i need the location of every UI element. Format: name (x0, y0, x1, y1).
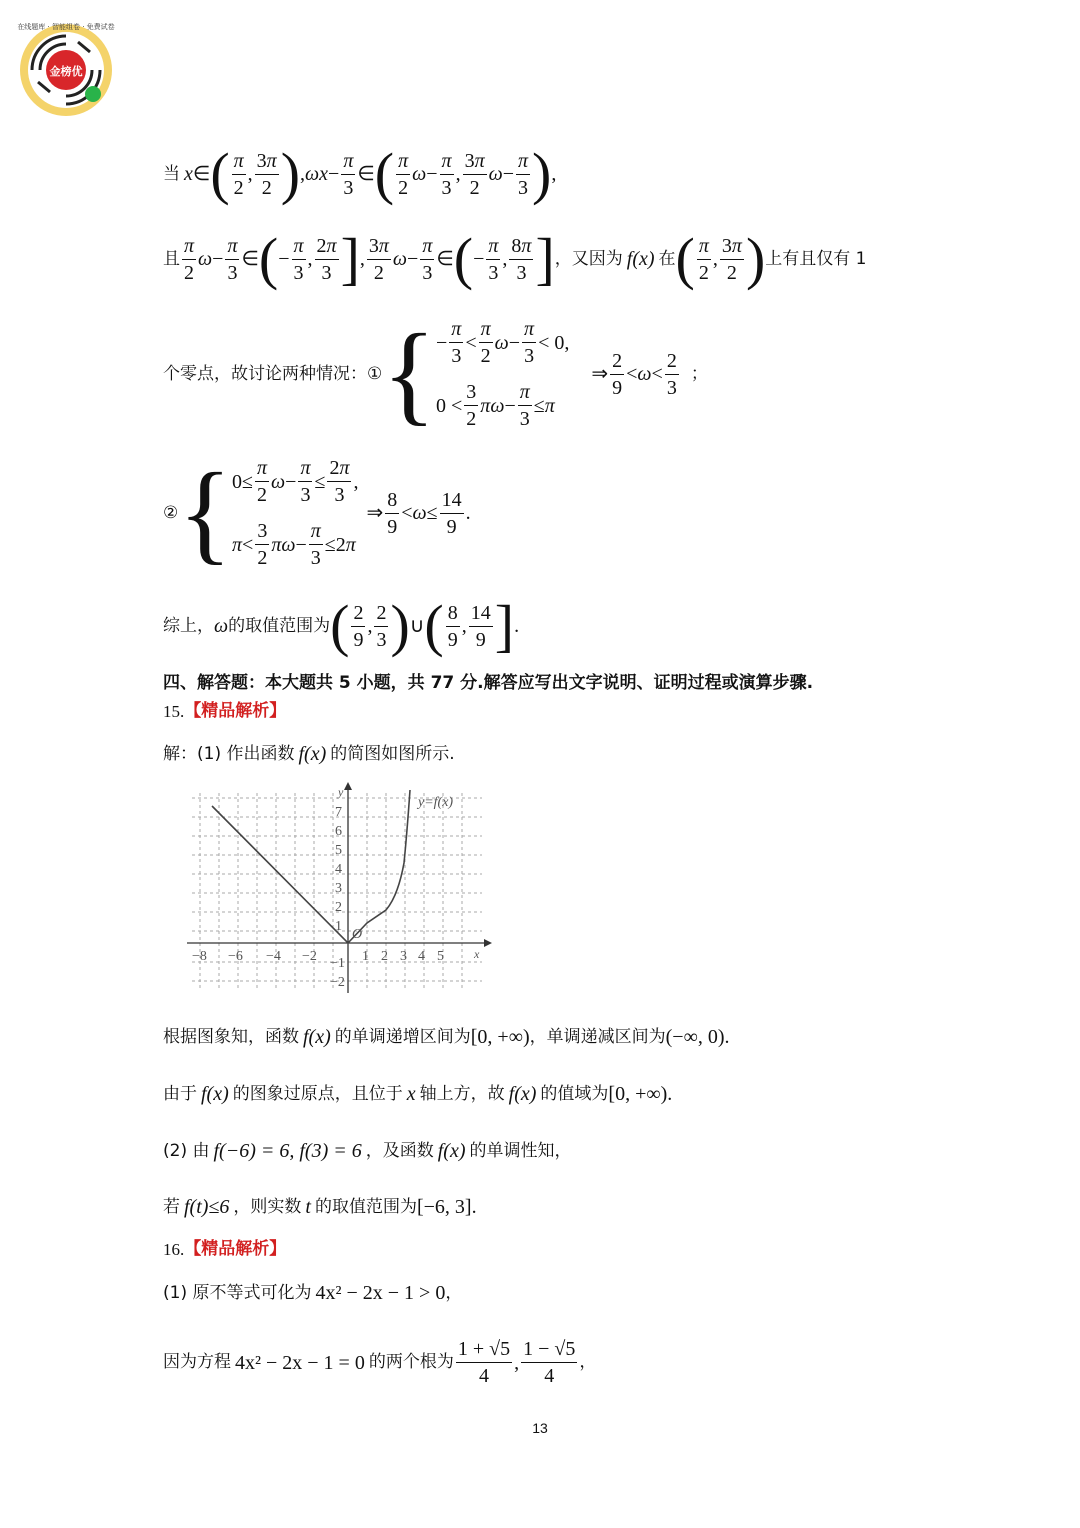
curve-label: y=f(x) (418, 795, 454, 810)
math-t: t (305, 1196, 311, 1218)
q15-line-3: 由于 f(x) 的图象过原点，且位于 x 轴上方，故 f(x) 的值域为 [0, +∞) . (163, 1083, 673, 1105)
y-tick: 1 (335, 919, 342, 934)
y-tick: 4 (335, 862, 342, 877)
text-semicolon: ； (690, 363, 708, 384)
y-tick: −1 (330, 956, 345, 971)
text-in-summary: 综上， (163, 615, 214, 636)
logo-top-text: 在线题库 · 智能组卷 · 免费试卷 (17, 23, 115, 31)
q16-title (163, 1241, 286, 1258)
text-case-two: ② (163, 502, 179, 523)
text-in: 在 (658, 248, 676, 269)
logo (18, 22, 114, 118)
y-tick: 3 (335, 881, 342, 896)
q15-text-3a: 由于 (163, 1083, 197, 1104)
math-omega: ω (214, 615, 229, 637)
q15-line-4 (163, 1141, 572, 1161)
q15-text-4b: ，及函数 (365, 1140, 434, 1161)
solution-line-2: 且 $\frac{\pi}{2}$ ω − $\frac{\pi}{3}$ ∈ ( − $\frac{\pi}{3}$ , $\frac{2\pi}{3}$ ] , $\frac{3\pi}{2}$ ω − $\frac{\pi}{3}$ ∈ ( − $\frac{\pi}{3}$ , $\frac{8\pi}{3}$ ] ，又因为 f(x) 在 ( $\frac{\pi}{2}$ , $\frac{3\pi}{2}$ ) 上有且仅有 1 (163, 226, 867, 291)
q16-tag: 【精品解析】 (184, 1239, 287, 1259)
x-axis-label: x (474, 947, 480, 961)
q15-title (163, 703, 286, 720)
text-and: 且 (163, 248, 180, 269)
math-inc-interval: [0, +∞) (470, 1026, 530, 1048)
q15-text-3b: 的图象过原点，且位于 (232, 1083, 403, 1104)
q15-text-5b: ，则实数 (233, 1196, 302, 1217)
y-tick: 5 (335, 843, 342, 858)
y-tick: 7 (335, 805, 342, 820)
math-fx: f(x) (303, 1026, 331, 1048)
function-graph (182, 778, 492, 998)
x-tick: −8 (192, 949, 207, 964)
math-ft: f(t)≤6 (184, 1196, 230, 1218)
q15-text-4a: (2) 由 (163, 1140, 210, 1161)
solution-line-4: ② { 0≤ $\frac{\pi}{2}$ ω − $\frac{\pi}{3}$ ≤ $\frac{2\pi}{3}$ , π < $\frac{3}{2}$ πω − $\frac{\pi}{3}$ ≤2 π ⇒ $\frac{8}{9}$ < ω ≤ $\frac{14}{9}$ . (163, 451, 471, 575)
math-condition: f(−6) = 6, f(3) = 6 (213, 1140, 362, 1162)
q16-text-1: (1) 原不等式可化为 (163, 1282, 312, 1303)
text-moreover: ，又因为 (554, 248, 623, 269)
q15-number: 15. (163, 702, 185, 721)
math-range: [0, +∞) (608, 1083, 668, 1105)
x-tick: 2 (381, 949, 388, 964)
origin-label: O (352, 927, 363, 942)
q15-line-1 (163, 744, 455, 764)
text-when: 当 (163, 163, 180, 184)
q15-text-5a: 若 (163, 1196, 180, 1217)
q15-text-4c: 的单调性知， (469, 1140, 572, 1161)
math-inequality: 4x² − 2x − 1 > 0 (315, 1282, 446, 1304)
y-tick: 6 (335, 824, 342, 839)
math-fx: f(x) (508, 1083, 537, 1105)
text-has-exactly: 上有且仅有 1 (765, 248, 867, 269)
q15-text-2c: ，单调递减区间为 (529, 1026, 666, 1047)
text-range-is: 的取值范围为 (228, 615, 331, 636)
q15-text-3c: 轴上方，故 (419, 1083, 505, 1104)
x-tick: 5 (437, 949, 444, 964)
math-fx: f(x) (437, 1140, 466, 1162)
solution-line-5: 综上， ω 的取值范围为 ( $\frac{2}{9}$ , $\frac{2}{3}$ ) ∪ ( $\frac{8}{9}$ , $\frac{14}{9}$ ] . (163, 593, 520, 658)
text-two-cases: 个零点，故讨论两种情况：① (163, 363, 383, 384)
x-tick: 3 (400, 949, 407, 964)
math-fx: f(x) (298, 743, 327, 765)
q15-text-5c: 的取值范围为 (314, 1196, 417, 1217)
q16-number: 16. (163, 1240, 185, 1259)
x-tick: −4 (266, 949, 281, 964)
curve-fx (212, 790, 410, 943)
x-tick: 4 (418, 949, 425, 964)
y-tick: −2 (330, 975, 345, 990)
math-fx: f(x) (201, 1083, 229, 1105)
q16-line-2: 因为方程 4x² − 2x − 1 = 0 的两个根为 $\frac{1 + √5}{4}$ , $\frac{1 - √5}{4}$ ， (163, 1338, 597, 1387)
q15-text-3d: 的值域为 (540, 1083, 609, 1104)
logo-badge-text: 金榜优 (49, 65, 83, 78)
y-tick: 2 (335, 900, 342, 915)
q16-line-1: (1) 原不等式可化为 4x² − 2x − 1 > 0 ， (163, 1282, 463, 1304)
solution-line-1: 当 x ∈ ( $\frac{\pi}{2}$ , $\frac{3\pi}{2}$ ) , ωx − $\frac{\pi}{3}$ ∈ ( $\frac{\pi}{2}$ ω − $\frac{\pi}{3}$ , $\frac{3\pi}{2}$ ω − $\frac{\pi}{3}$ ) , (163, 141, 557, 206)
math-x: x (406, 1083, 416, 1105)
solution-line-3: 个零点，故讨论两种情况：① { − $\frac{\pi}{3}$ < $\frac{\pi}{2}$ ω − $\frac{\pi}{3}$ < 0, 0 < $\frac{3}{2}$ πω − $\frac{\pi}{3}$ ≤ π ⇒ $\frac{2}{9}$ < ω < $\frac{2}{3}$ ； (163, 312, 708, 436)
page-number: 13 (532, 1420, 548, 1436)
math-equation: 4x² − 2x − 1 = 0 (235, 1351, 365, 1374)
q15-text-2a: 根据图象知，函数 (163, 1026, 299, 1047)
q16-text-2b: 的两个根为 (368, 1352, 454, 1372)
x-tick: −2 (302, 949, 317, 964)
q15-text-1: 解：(1) 作出函数 (163, 743, 295, 764)
x-tick: −6 (228, 949, 243, 964)
q15-line-5: 若 f(t)≤6 ，则实数 t 的取值范围为 [−6, 3] . (163, 1196, 477, 1218)
q15-line-2: 根据图象知，函数 f(x) 的单调递增区间为 [0, +∞) ，单调递减区间为 (−∞, 0) . (163, 1026, 730, 1048)
q15-tag: 【精品解析】 (184, 701, 287, 721)
math-t-range: [−6, 3] (416, 1196, 472, 1218)
math-dec-interval: (−∞, 0) (665, 1026, 725, 1048)
x-tick: 1 (362, 949, 369, 964)
function-graph-svg (182, 778, 492, 998)
q15-text-1-end: 的简图如图所示. (330, 743, 455, 764)
math-fx: f(x) (626, 248, 655, 270)
q16-text-2a: 因为方程 (163, 1352, 231, 1372)
y-axis-label: y (338, 785, 344, 799)
section-heading: 四、解答题：本大题共 5 小题，共 77 分.解答应写出文字说明、证明过程或演算步骤. (163, 673, 814, 693)
q15-text-2b: 的单调递增区间为 (334, 1026, 471, 1047)
